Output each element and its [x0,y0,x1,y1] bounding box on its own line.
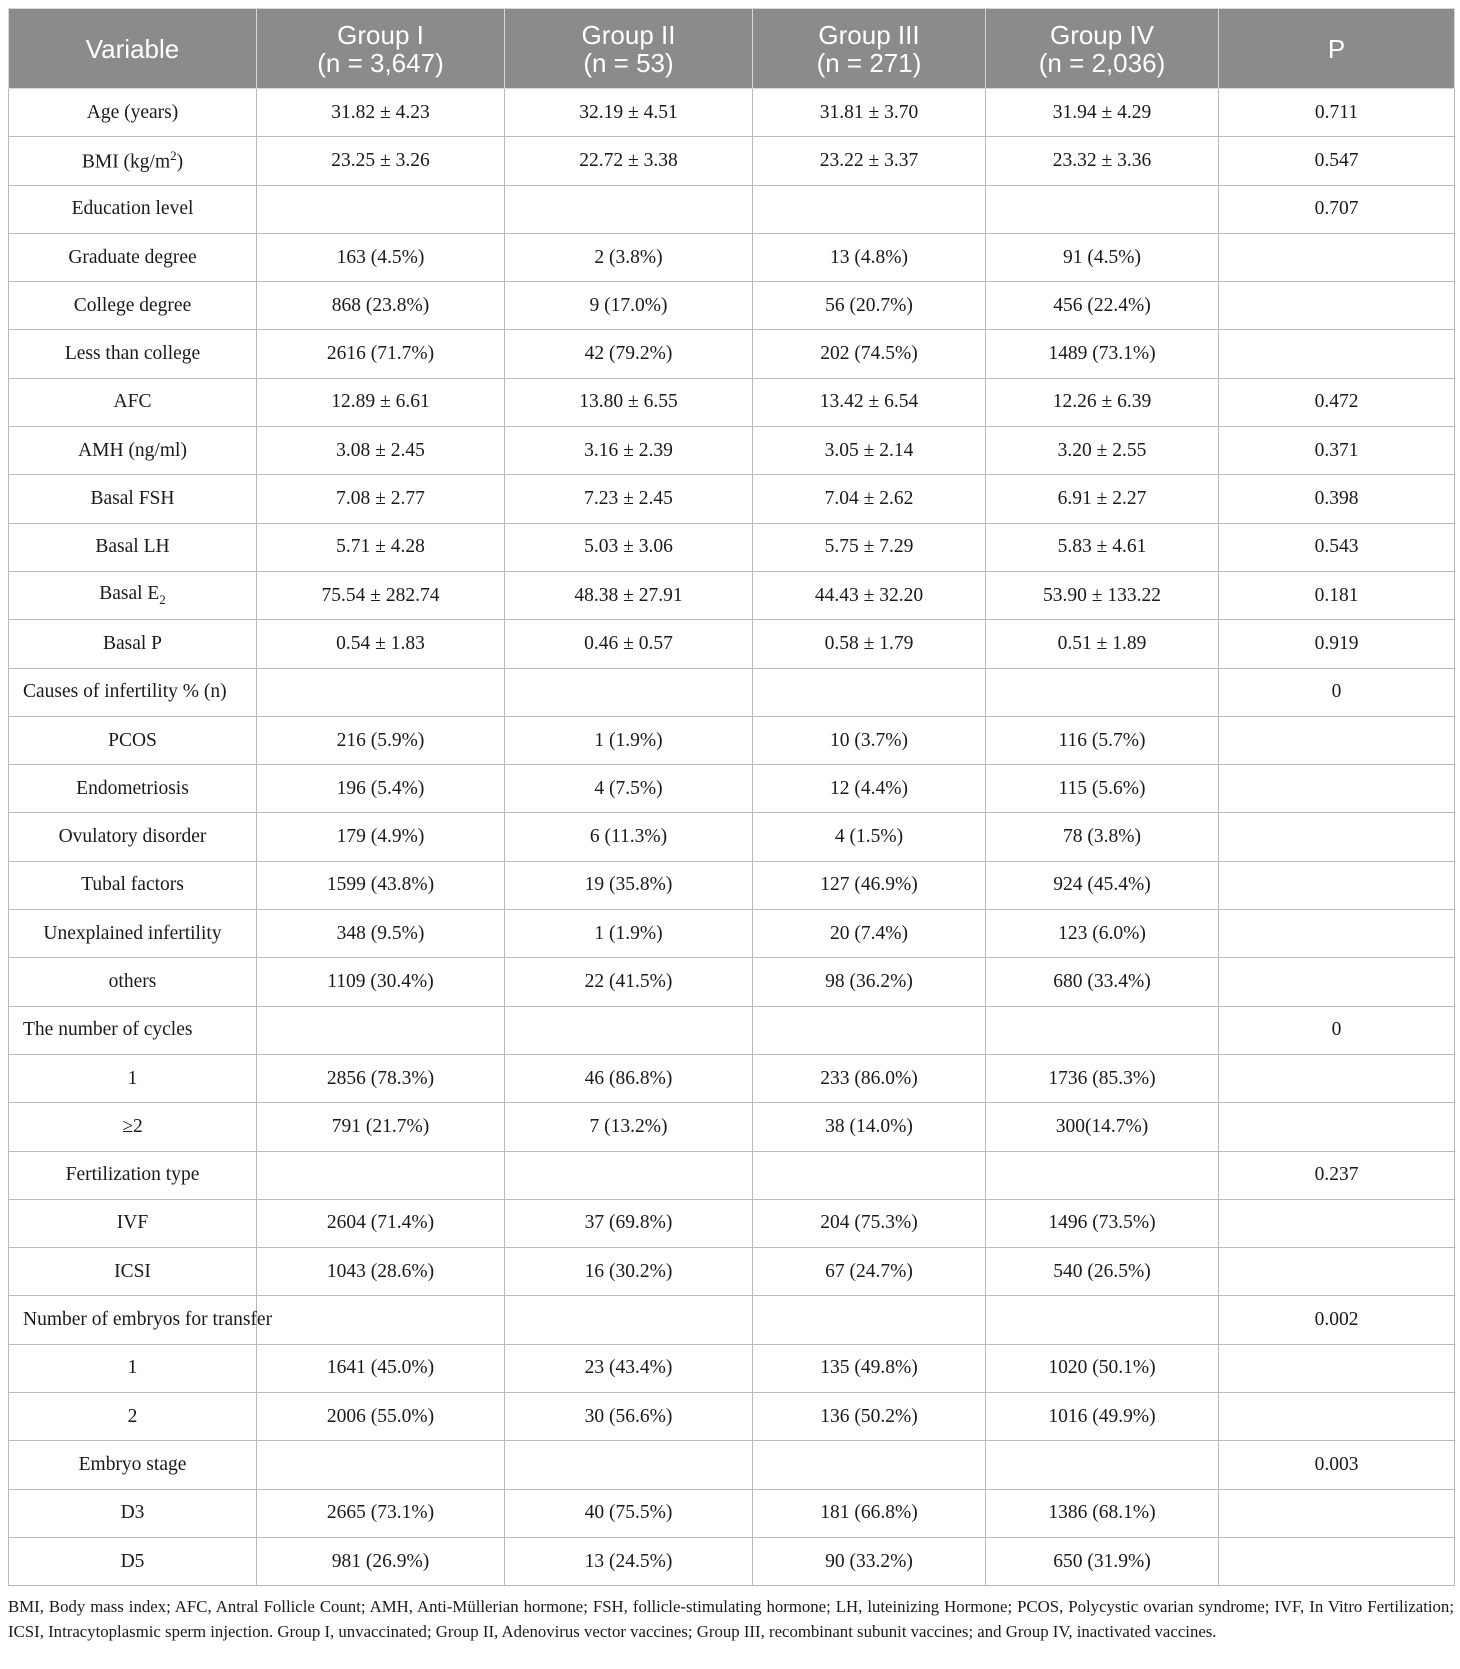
p-value-cell: 0.181 [1219,571,1455,619]
table-row [9,137,1455,185]
table-row [9,282,1455,330]
table-cell: 38 (14.0%) [753,1103,986,1151]
table-footnote: BMI, Body mass index; AFC, Antral Follicle Count; AMH, Anti-Müllerian hormone; FSH, follicle-stimulating hormone; LH, luteinizing Hormone; PCOS, Polycystic ovarian syndrome; IVF, In Vitro Fertilization; ICSI, Intracytoplasmic sperm injection. Group I, unvaccinated; Group II, Adenovirus vector vaccines; Group III, recombinant subunit vaccines; and Group IV, inactivated vaccines. [8,1597,1454,1642]
p-value-cell: 0.003 [1219,1441,1455,1489]
p-value-cell [1219,861,1455,909]
table-cell: 40 (75.5%) [505,1489,753,1537]
table-cell: 1496 (73.5%) [986,1199,1219,1247]
table-row [9,861,1455,909]
table-cell [257,1006,505,1054]
p-value-cell [1219,765,1455,813]
table-row [9,1199,1455,1247]
table-cell: 3.05 ± 2.14 [753,427,986,475]
table-cell: 4 (7.5%) [505,765,753,813]
table-row [9,716,1455,764]
row-label-text: PCOS [108,729,157,751]
table-cell: 1016 (49.9%) [986,1393,1219,1441]
row-label-text: IVF [116,1212,149,1234]
row-label [9,1248,257,1296]
table-cell: 30 (56.6%) [505,1393,753,1441]
column-header [1219,9,1455,89]
table-cell: 2856 (78.3%) [257,1054,505,1102]
table-cell [986,1296,1219,1344]
table-cell [753,1151,986,1199]
table-cell: 1599 (43.8%) [257,861,505,909]
table-cell: 0.58 ± 1.79 [753,620,986,668]
row-label [9,1344,257,1392]
row-label [9,1489,257,1537]
table-cell: 7 (13.2%) [505,1103,753,1151]
p-value-cell [1219,282,1455,330]
table-cell: 680 (33.4%) [986,958,1219,1006]
table-cell [257,668,505,716]
row-label [9,716,257,764]
table-cell: 6 (11.3%) [505,813,753,861]
table-cell: 44.43 ± 32.20 [753,571,986,619]
table-cell: 19 (35.8%) [505,861,753,909]
table-cell: 31.82 ± 4.23 [257,89,505,137]
p-value-cell: 0.002 [1219,1296,1455,1344]
table-cell [505,185,753,233]
table-row [9,571,1455,619]
table-row [9,620,1455,668]
table-cell: 868 (23.8%) [257,282,505,330]
row-label-text: D5 [120,1550,145,1572]
table-row [9,1006,1455,1054]
table-cell: 31.94 ± 4.29 [986,89,1219,137]
table-cell: 5.83 ± 4.61 [986,523,1219,571]
p-value-cell: 0.547 [1219,137,1455,185]
table-cell: 123 (6.0%) [986,910,1219,958]
table-cell [505,1151,753,1199]
column-header-count: (n = 3,647) [317,47,444,78]
table-cell: 456 (22.4%) [986,282,1219,330]
p-value-cell [1219,330,1455,378]
table-cell: 216 (5.9%) [257,716,505,764]
table-cell: 7.23 ± 2.45 [505,475,753,523]
row-label-text: Tubal factors [81,874,184,896]
table-cell: 348 (9.5%) [257,910,505,958]
table-cell: 0.51 ± 1.89 [986,620,1219,668]
p-value-cell [1219,233,1455,281]
table-cell: 1043 (28.6%) [257,1248,505,1296]
column-header [9,9,257,89]
row-label-text: ≥2 [122,1115,143,1137]
table-cell: 13 (24.5%) [505,1537,753,1585]
table-row [9,1537,1455,1585]
table-row [9,813,1455,861]
table-cell [753,1006,986,1054]
p-value-cell [1219,1054,1455,1102]
table-cell: 1 (1.9%) [505,910,753,958]
table-row [9,910,1455,958]
p-value-cell [1219,910,1455,958]
row-label [9,378,257,426]
table-row [9,1393,1455,1441]
table-row [9,1441,1455,1489]
table-cell: 924 (45.4%) [986,861,1219,909]
row-label-text: Basal LH [95,536,170,558]
row-label-text: 1 [127,1067,138,1089]
table-row [9,1489,1455,1537]
row-label-superscript: 2 [170,148,177,164]
row-label-text: AMH (ng/ml) [78,439,187,461]
row-label-text: Fertilization type [65,1164,200,1186]
column-header-title: Group IV [1049,19,1155,50]
row-label-text: Education level [71,198,194,220]
row-label-subscript: 2 [159,592,166,608]
table-cell: 67 (24.7%) [753,1248,986,1296]
table-cell: 135 (49.8%) [753,1344,986,1392]
table-cell: 56 (20.7%) [753,282,986,330]
table-cell [986,1441,1219,1489]
row-label-text: AFC [113,391,152,413]
row-label [9,523,257,571]
row-label-text: Basal E [99,583,160,605]
table-cell [257,185,505,233]
row-label-text: 1 [127,1357,138,1379]
table-cell [753,668,986,716]
table-cell: 7.08 ± 2.77 [257,475,505,523]
p-value-cell: 0.398 [1219,475,1455,523]
column-header-title: Variable [85,33,180,64]
table-cell: 13 (4.8%) [753,233,986,281]
p-value-cell [1219,813,1455,861]
table-cell: 5.75 ± 7.29 [753,523,986,571]
p-value-cell: 0.472 [1219,378,1455,426]
row-label [9,1393,257,1441]
p-value-cell [1219,1199,1455,1247]
p-value-cell: 0.711 [1219,89,1455,137]
table-cell [753,1296,986,1344]
table-cell: 20 (7.4%) [753,910,986,958]
column-header [505,9,753,89]
row-label-text: D3 [120,1502,145,1524]
table-row [9,1151,1455,1199]
row-label [9,137,257,185]
row-label-text: The number of cycles [23,1019,193,1041]
table-cell: 13.42 ± 6.54 [753,378,986,426]
p-value-cell [1219,1489,1455,1537]
table-cell: 1641 (45.0%) [257,1344,505,1392]
row-label-text: Ovulatory disorder [58,826,207,848]
column-header [753,9,986,89]
table-cell: 115 (5.6%) [986,765,1219,813]
row-label [9,1441,257,1489]
p-value-cell [1219,1344,1455,1392]
p-value-cell: 0.707 [1219,185,1455,233]
table-cell: 75.54 ± 282.74 [257,571,505,619]
table-cell: 12.26 ± 6.39 [986,378,1219,426]
table-cell: 3.16 ± 2.39 [505,427,753,475]
row-label [9,1054,257,1102]
table-container [8,8,1454,1644]
table-cell [257,1441,505,1489]
column-header-title: Group II [581,19,676,50]
row-label-text: 2 [127,1405,138,1427]
table-header-row [9,9,1455,89]
table-cell: 42 (79.2%) [505,330,753,378]
table-cell [257,1296,505,1344]
table-cell: 127 (46.9%) [753,861,986,909]
row-label-text: College degree [73,294,192,316]
table-cell: 12 (4.4%) [753,765,986,813]
table-cell: 2665 (73.1%) [257,1489,505,1537]
table-cell: 90 (33.2%) [753,1537,986,1585]
table-cell [505,1006,753,1054]
row-label-text: Unexplained infertility [43,922,222,944]
table-cell: 91 (4.5%) [986,233,1219,281]
row-label-text: Causes of infertility % (n) [23,681,227,703]
table-row [9,378,1455,426]
table-cell [986,668,1219,716]
table-row [9,1103,1455,1151]
row-label-text: Endometriosis [76,777,189,799]
table-cell: 23.32 ± 3.36 [986,137,1219,185]
table-cell [986,185,1219,233]
row-label [9,1199,257,1247]
p-value-cell [1219,716,1455,764]
row-label [9,282,257,330]
table-cell: 78 (3.8%) [986,813,1219,861]
table-row [9,330,1455,378]
row-label-text: Number of embryos for transfer [23,1309,273,1331]
row-label-text: Less than college [64,343,201,365]
table-cell [505,1296,753,1344]
table-cell: 3.08 ± 2.45 [257,427,505,475]
table-row [9,1296,1455,1344]
table-cell: 4 (1.5%) [753,813,986,861]
row-label [9,668,257,716]
column-header-count: (n = 53) [583,47,674,78]
row-label [9,765,257,813]
p-value-cell: 0 [1219,668,1455,716]
table-row [9,1344,1455,1392]
row-label [9,958,257,1006]
table-cell: 116 (5.7%) [986,716,1219,764]
table-cell: 1109 (30.4%) [257,958,505,1006]
table-cell: 181 (66.8%) [753,1489,986,1537]
column-header [257,9,505,89]
table-cell: 22.72 ± 3.38 [505,137,753,185]
table-cell: 23.22 ± 3.37 [753,137,986,185]
table-cell: 196 (5.4%) [257,765,505,813]
p-value-cell: 0.237 [1219,1151,1455,1199]
table-cell: 5.03 ± 3.06 [505,523,753,571]
row-label [9,910,257,958]
table-cell: 204 (75.3%) [753,1199,986,1247]
table-row [9,427,1455,475]
table-cell: 16 (30.2%) [505,1248,753,1296]
table-row [9,185,1455,233]
row-label-tail: ) [176,151,184,173]
p-value-cell: 0.543 [1219,523,1455,571]
row-label [9,1006,257,1054]
row-label [9,1151,257,1199]
table-cell: 6.91 ± 2.27 [986,475,1219,523]
table-row [9,89,1455,137]
table-cell: 12.89 ± 6.61 [257,378,505,426]
row-label [9,89,257,137]
table-cell: 7.04 ± 2.62 [753,475,986,523]
table-cell: 2604 (71.4%) [257,1199,505,1247]
column-header [986,9,1219,89]
table-cell: 1386 (68.1%) [986,1489,1219,1537]
table-cell: 23.25 ± 3.26 [257,137,505,185]
table-cell: 31.81 ± 3.70 [753,89,986,137]
row-label [9,1103,257,1151]
p-value-cell [1219,1537,1455,1585]
table-cell [505,1441,753,1489]
row-label [9,330,257,378]
p-value-cell [1219,1103,1455,1151]
column-header-title: P [1327,33,1346,64]
table-cell: 540 (26.5%) [986,1248,1219,1296]
data-table [8,8,1455,1586]
table-cell: 1 (1.9%) [505,716,753,764]
table-cell: 981 (26.9%) [257,1537,505,1585]
column-header-count: (n = 271) [816,47,922,78]
row-label-text: Age (years) [86,101,179,123]
table-cell: 791 (21.7%) [257,1103,505,1151]
table-cell: 1489 (73.1%) [986,330,1219,378]
table-cell: 1020 (50.1%) [986,1344,1219,1392]
table-cell: 1736 (85.3%) [986,1054,1219,1102]
row-label-text: Embryo stage [78,1453,187,1475]
p-value-cell: 0 [1219,1006,1455,1054]
table-row [9,233,1455,281]
table-cell: 37 (69.8%) [505,1199,753,1247]
table-row [9,475,1455,523]
row-label [9,185,257,233]
table-cell: 98 (36.2%) [753,958,986,1006]
table-cell: 32.19 ± 4.51 [505,89,753,137]
row-label [9,427,257,475]
row-label-text: ICSI [114,1260,151,1282]
table-cell [986,1006,1219,1054]
row-label-text: Graduate degree [68,246,197,268]
table-cell: 53.90 ± 133.22 [986,571,1219,619]
column-header-count: (n = 2,036) [1038,47,1166,78]
table-cell [753,185,986,233]
table-cell [505,668,753,716]
column-header-title: Group I [337,19,424,50]
row-label [9,861,257,909]
table-cell: 23 (43.4%) [505,1344,753,1392]
table-row [9,765,1455,813]
row-label-text: others [108,970,157,992]
table-cell: 136 (50.2%) [753,1393,986,1441]
table-cell: 2 (3.8%) [505,233,753,281]
row-label [9,1537,257,1585]
table-cell [257,1151,505,1199]
table-cell: 3.20 ± 2.55 [986,427,1219,475]
row-label-text: Basal P [102,632,163,654]
table-cell: 2006 (55.0%) [257,1393,505,1441]
table-cell: 22 (41.5%) [505,958,753,1006]
table-cell: 48.38 ± 27.91 [505,571,753,619]
table-cell: 9 (17.0%) [505,282,753,330]
p-value-cell [1219,1393,1455,1441]
table-row [9,958,1455,1006]
row-label [9,233,257,281]
table-row [9,1248,1455,1296]
row-label [9,571,257,619]
table-cell: 13.80 ± 6.55 [505,378,753,426]
row-label [9,813,257,861]
table-row [9,668,1455,716]
table-cell: 300(14.7%) [986,1103,1219,1151]
p-value-cell: 0.371 [1219,427,1455,475]
row-label [9,620,257,668]
p-value-cell: 0.919 [1219,620,1455,668]
table-cell: 5.71 ± 4.28 [257,523,505,571]
table-cell [753,1441,986,1489]
table-cell: 2616 (71.7%) [257,330,505,378]
table-cell [986,1151,1219,1199]
row-label [9,475,257,523]
table-cell: 46 (86.8%) [505,1054,753,1102]
table-body [9,89,1455,1586]
row-label [9,1296,273,1344]
table-cell: 650 (31.9%) [986,1537,1219,1585]
table-cell: 10 (3.7%) [753,716,986,764]
row-label-text: Basal FSH [90,488,175,510]
table-cell: 202 (74.5%) [753,330,986,378]
column-header-title: Group III [818,19,920,50]
p-value-cell [1219,1248,1455,1296]
table-cell: 0.46 ± 0.57 [505,620,753,668]
table-cell: 179 (4.9%) [257,813,505,861]
row-label-text: BMI (kg/m [81,151,171,173]
table-cell: 0.54 ± 1.83 [257,620,505,668]
table-row [9,1054,1455,1102]
table-row [9,523,1455,571]
table-cell: 233 (86.0%) [753,1054,986,1102]
p-value-cell [1219,958,1455,1006]
table-cell: 163 (4.5%) [257,233,505,281]
